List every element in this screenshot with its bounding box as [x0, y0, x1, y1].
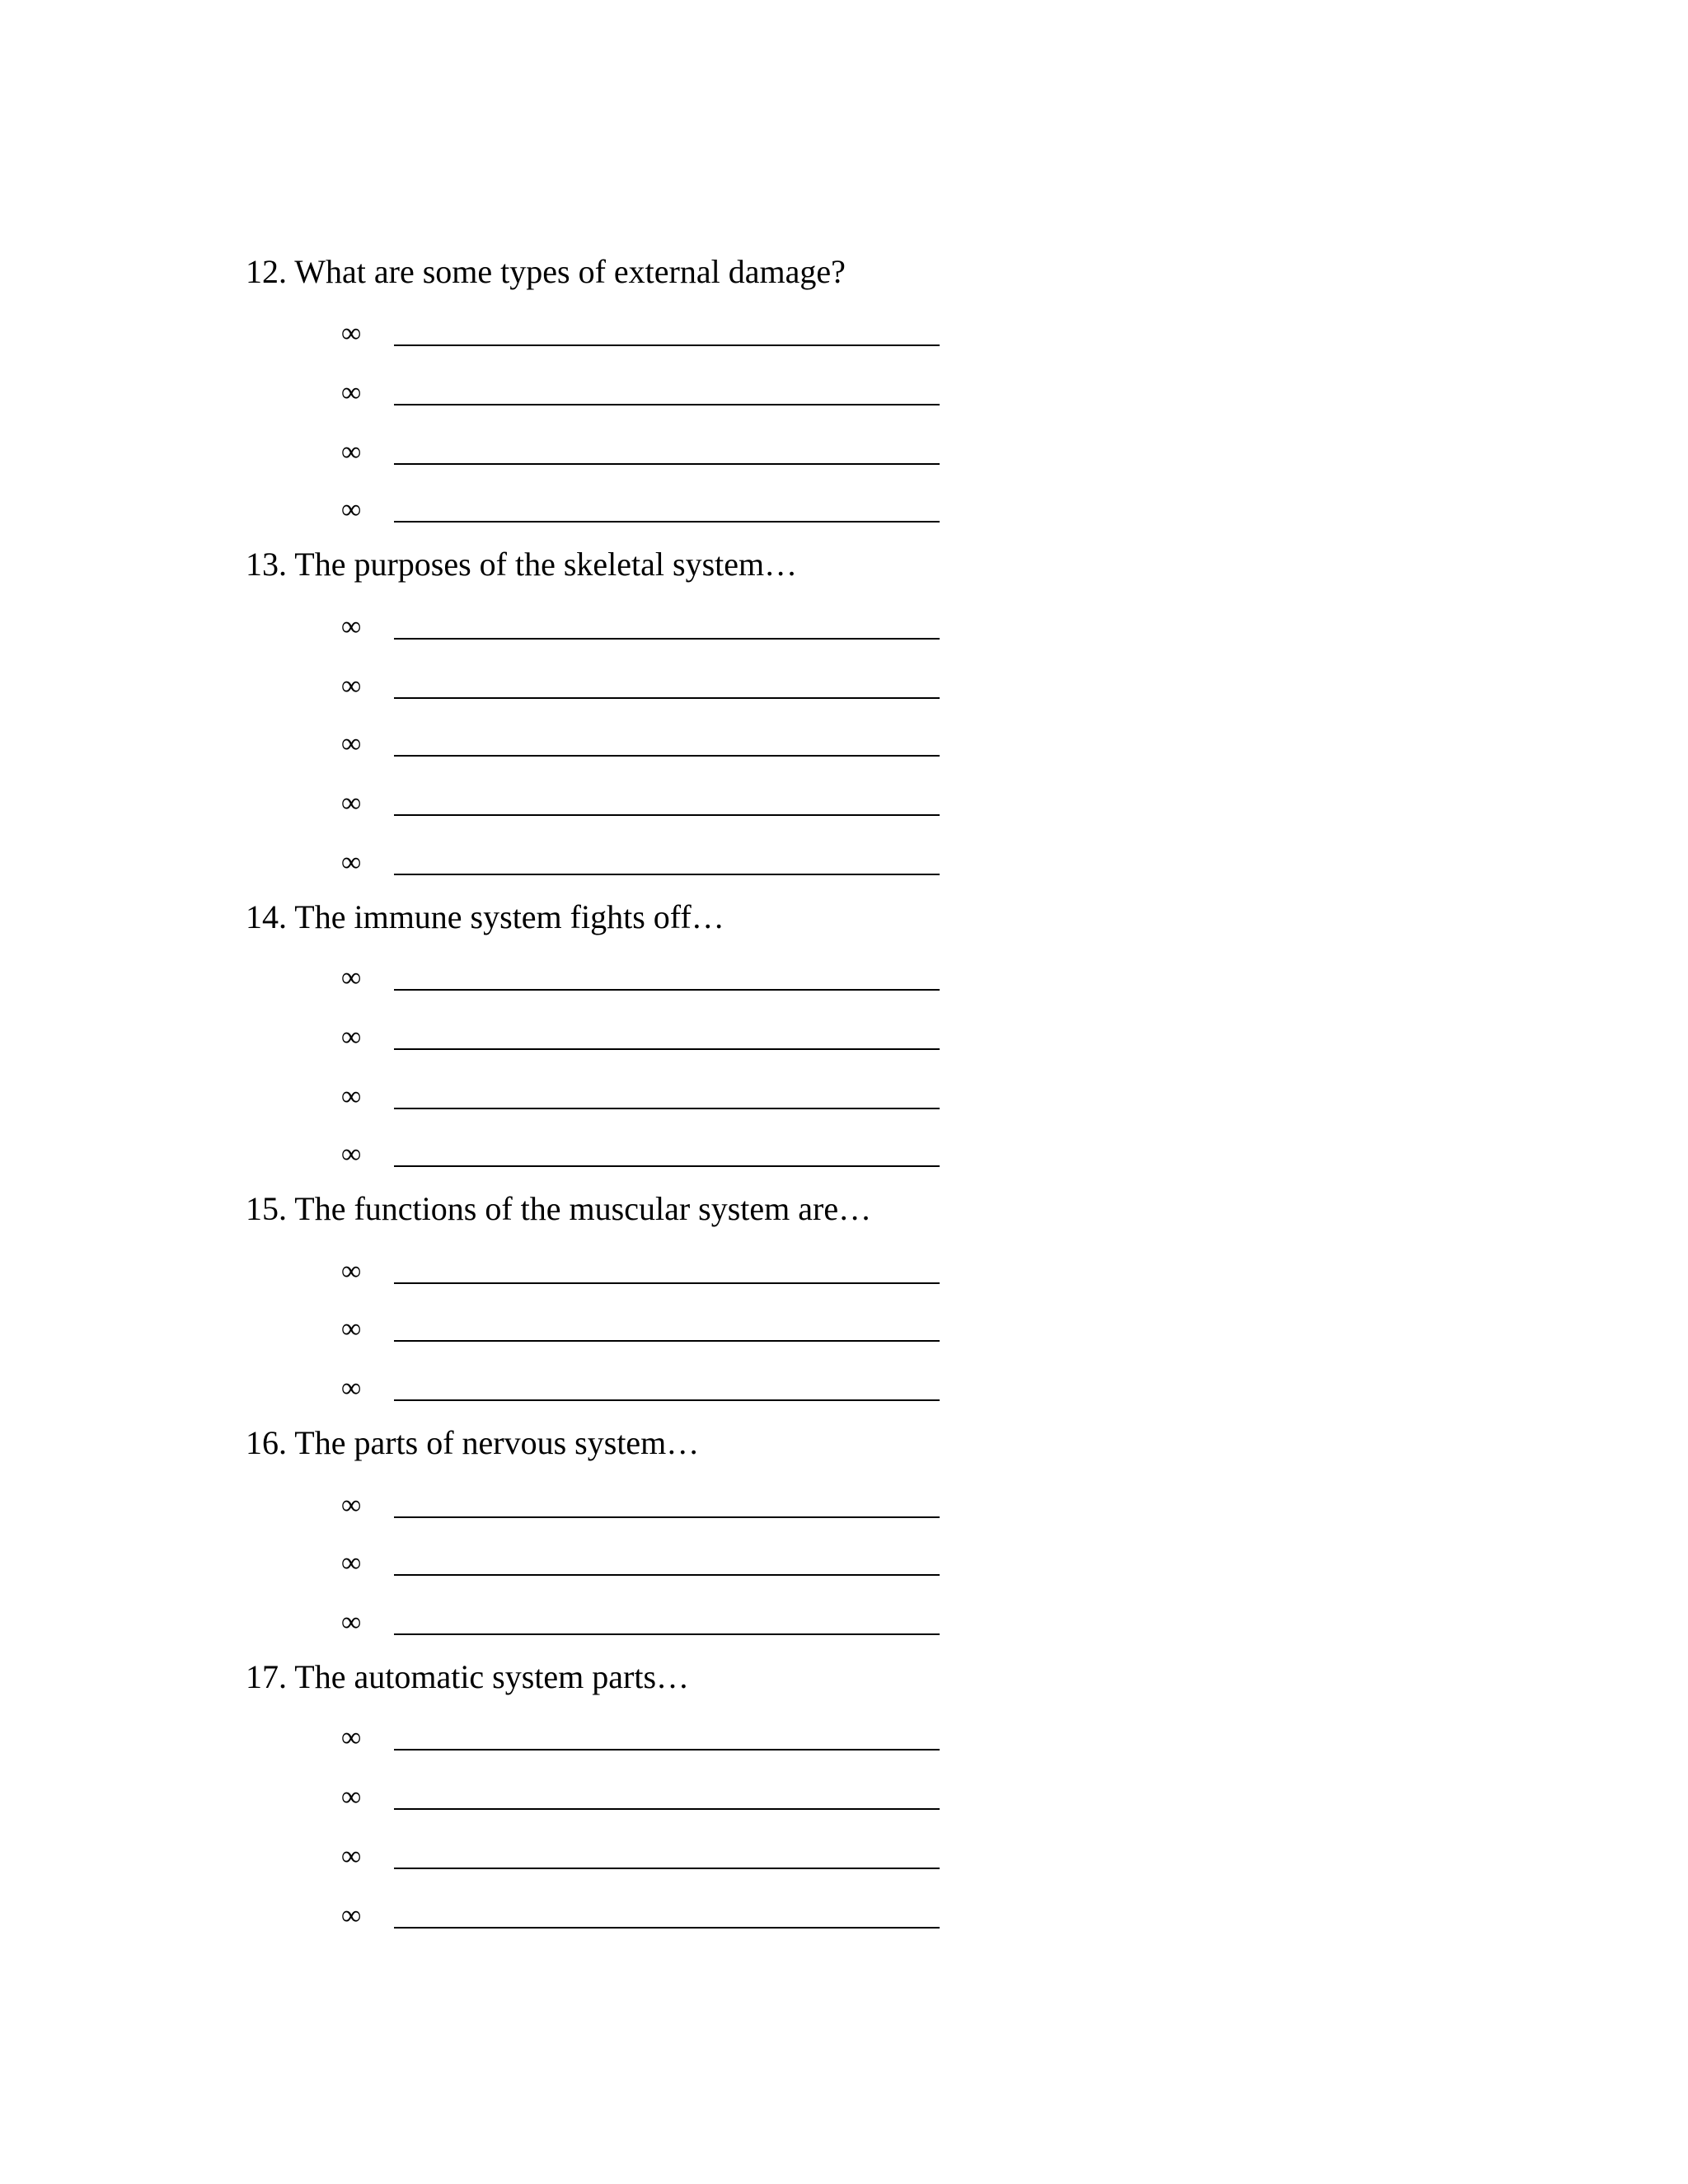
infinity-bullet-icon: ∞: [341, 1022, 362, 1052]
answer-blank-17-2[interactable]: [394, 1808, 940, 1810]
infinity-bullet-icon: ∞: [341, 963, 362, 993]
question-14: 14. The immune system fights off…: [246, 898, 724, 935]
infinity-bullet-icon: ∞: [341, 494, 362, 525]
question-12: 12. What are some types of external damage?: [246, 253, 846, 290]
answer-blank-17-4[interactable]: [394, 1927, 940, 1929]
infinity-bullet-icon: ∞: [341, 1900, 362, 1931]
infinity-bullet-icon: ∞: [341, 437, 362, 467]
infinity-bullet-icon: ∞: [341, 729, 362, 759]
answer-blank-17-1[interactable]: [394, 1749, 940, 1750]
answer-blank-14-1[interactable]: [394, 989, 940, 991]
infinity-bullet-icon: ∞: [341, 612, 362, 642]
infinity-bullet-icon: ∞: [341, 1081, 362, 1112]
infinity-bullet-icon: ∞: [341, 1490, 362, 1521]
question-16: 16. The parts of nervous system…: [246, 1424, 700, 1461]
answer-blank-13-3[interactable]: [394, 755, 940, 757]
answer-blank-13-4[interactable]: [394, 814, 940, 816]
answer-blank-15-1[interactable]: [394, 1282, 940, 1284]
infinity-bullet-icon: ∞: [341, 1722, 362, 1753]
answer-blank-12-2[interactable]: [394, 404, 940, 405]
answer-blank-13-2[interactable]: [394, 697, 940, 699]
infinity-bullet-icon: ∞: [341, 788, 362, 818]
infinity-bullet-icon: ∞: [341, 1256, 362, 1286]
answer-blank-15-2[interactable]: [394, 1340, 940, 1342]
answer-blank-14-3[interactable]: [394, 1108, 940, 1109]
question-15: 15. The functions of the muscular system are…: [246, 1190, 872, 1227]
answer-blank-14-2[interactable]: [394, 1048, 940, 1050]
answer-blank-14-4[interactable]: [394, 1165, 940, 1167]
question-17: 17. The automatic system parts…: [246, 1658, 690, 1695]
infinity-bullet-icon: ∞: [341, 1841, 362, 1872]
infinity-bullet-icon: ∞: [341, 847, 362, 878]
answer-blank-17-3[interactable]: [394, 1868, 940, 1869]
infinity-bullet-icon: ∞: [341, 1548, 362, 1578]
answer-blank-12-1[interactable]: [394, 344, 940, 346]
answer-blank-15-3[interactable]: [394, 1399, 940, 1401]
answer-blank-12-3[interactable]: [394, 463, 940, 465]
infinity-bullet-icon: ∞: [341, 1139, 362, 1169]
infinity-bullet-icon: ∞: [341, 1607, 362, 1638]
infinity-bullet-icon: ∞: [341, 318, 362, 349]
answer-blank-16-1[interactable]: [394, 1516, 940, 1518]
answer-blank-13-1[interactable]: [394, 638, 940, 640]
infinity-bullet-icon: ∞: [341, 1314, 362, 1344]
answer-blank-12-4[interactable]: [394, 521, 940, 523]
infinity-bullet-icon: ∞: [341, 377, 362, 408]
answer-blank-16-2[interactable]: [394, 1574, 940, 1576]
infinity-bullet-icon: ∞: [341, 1782, 362, 1812]
answer-blank-13-5[interactable]: [394, 874, 940, 875]
answer-blank-16-3[interactable]: [394, 1633, 940, 1635]
infinity-bullet-icon: ∞: [341, 1373, 362, 1404]
infinity-bullet-icon: ∞: [341, 671, 362, 701]
question-13: 13. The purposes of the skeletal system…: [246, 546, 798, 583]
